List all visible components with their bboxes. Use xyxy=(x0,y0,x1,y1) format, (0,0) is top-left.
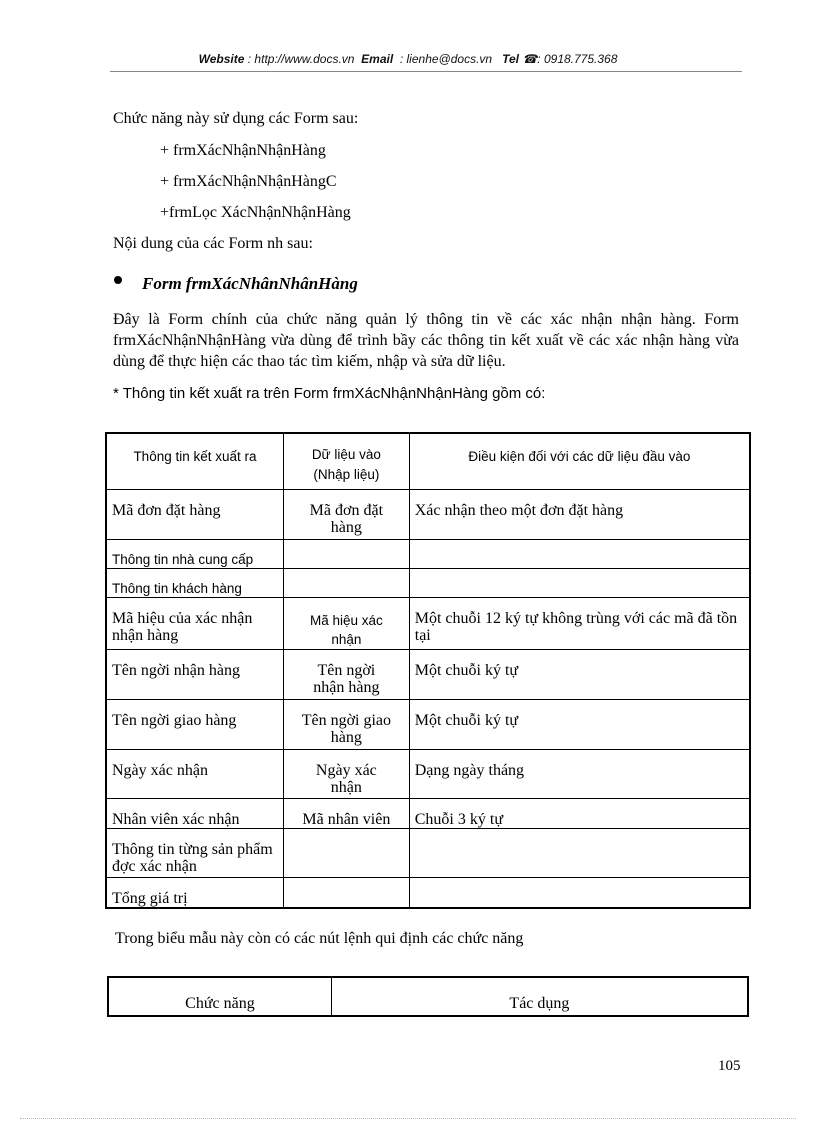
table-cell xyxy=(409,828,750,877)
section-paragraph: Đây là Form chính của chức năng quản lý thông tin về các xác nhận nhận hàng. Form frmXácNhậnNhậnHàng vừa dùng để trình bầy các thông tin kết xuất về các xác nhận hàng vừa dùng để thực hiện các thao tác tìm kiếm, nhập và sửa dữ liệu. xyxy=(113,311,739,370)
table-cell: Mã đơn đặt hàng xyxy=(106,489,283,539)
table-intro: * Thông tin kết xuất ra trên Form frmXácNhậnNhậnHàng gồm có: xyxy=(113,385,546,402)
info-table xyxy=(105,432,751,909)
table-cell xyxy=(409,568,750,597)
table-cell: Tên ngời giao hàng xyxy=(283,699,409,749)
content-intro-line: Nội dung của các Form nh sau: xyxy=(113,235,313,252)
form-item: + frmXácNhậnNhậnHàng xyxy=(160,142,326,159)
table-row xyxy=(106,568,750,597)
table-row xyxy=(106,489,750,539)
section-heading: Form frmXácNhânNhânHàng xyxy=(142,274,358,293)
table-row xyxy=(106,798,750,828)
page-number: 105 xyxy=(718,1058,741,1074)
form-item: + frmXácNhậnNhậnHàngC xyxy=(160,173,337,190)
tel-label: Tel xyxy=(502,52,519,66)
table-cell: Ngày xác nhận xyxy=(106,749,283,798)
website-value: : http://www.docs.vn xyxy=(247,52,355,66)
table-cell: Mã nhân viên xyxy=(283,798,409,828)
table-cell: Thông tin từng sản phẩm đợc xác nhận xyxy=(106,828,283,877)
table-cell xyxy=(283,828,409,877)
table-cell: Một chuỗi ký tự xyxy=(409,649,750,699)
page-edge-divider xyxy=(20,1118,796,1119)
table-cell xyxy=(283,539,409,568)
table-cell: Thông tin khách hàng xyxy=(106,568,283,597)
table-row xyxy=(106,539,750,568)
table-cell: Mã đơn đặt hàng xyxy=(283,489,409,539)
table-row xyxy=(106,877,750,908)
table-cell xyxy=(409,539,750,568)
table-cell: Nhân viên xác nhận xyxy=(106,798,283,828)
table-cell: Tên ngời giao hàng xyxy=(106,699,283,749)
table-cell xyxy=(409,877,750,908)
column-header: Tác dụng xyxy=(331,977,748,1016)
tel-value: : 0918.775.368 xyxy=(537,52,618,66)
table-row xyxy=(106,828,750,877)
intro-line: Chức năng này sử dụng các Form sau: xyxy=(113,110,359,127)
phone-icon: ☎ xyxy=(522,52,538,66)
column-header: Điều kiện đối với các dữ liệu đầu vào xyxy=(409,433,750,489)
table-header-row xyxy=(106,433,750,489)
email-label: Email xyxy=(361,52,394,66)
column-header: Thông tin kết xuất ra xyxy=(106,433,283,489)
email-value: : lienhe@docs.vn xyxy=(399,52,493,66)
website-label: Website xyxy=(198,52,245,66)
table-cell: Ngày xác nhận xyxy=(283,749,409,798)
header-divider xyxy=(110,71,742,72)
table-row xyxy=(106,699,750,749)
table-cell: Mã hiệu của xác nhận nhận hàng xyxy=(106,597,283,649)
table-cell: Dạng ngày tháng xyxy=(409,749,750,798)
table-header-row xyxy=(108,977,748,1016)
table-cell xyxy=(283,877,409,908)
table-cell: Mã hiệu xác nhận xyxy=(283,597,409,649)
table-cell: Tên ngời nhận hàng xyxy=(106,649,283,699)
column-header: Dữ liệu vào (Nhập liệu) xyxy=(283,433,409,489)
table-cell: Một chuỗi ký tự xyxy=(409,699,750,749)
page-header xyxy=(0,52,816,66)
table-row xyxy=(106,597,750,649)
function-table xyxy=(107,976,749,1017)
bullet-icon xyxy=(114,276,122,284)
table-cell: Tổng giá trị xyxy=(106,877,283,908)
buttons-intro: Trong biểu mẫu này còn có các nút lệnh qui định các chức năng xyxy=(115,930,524,947)
table-cell: Tên ngời nhận hàng xyxy=(283,649,409,699)
table-row xyxy=(106,649,750,699)
table-cell: Một chuỗi 12 ký tự không trùng với các mã đã tồn tại xyxy=(409,597,750,649)
table-cell: Thông tin nhà cung cấp xyxy=(106,539,283,568)
form-item: +frmLọc XácNhậnNhậnHàng xyxy=(160,204,351,221)
table-cell xyxy=(283,568,409,597)
table-cell: Chuỗi 3 ký tự xyxy=(409,798,750,828)
column-header: Chức năng xyxy=(108,977,331,1016)
table-cell: Xác nhận theo một đơn đặt hàng xyxy=(409,489,750,539)
table-row xyxy=(106,749,750,798)
